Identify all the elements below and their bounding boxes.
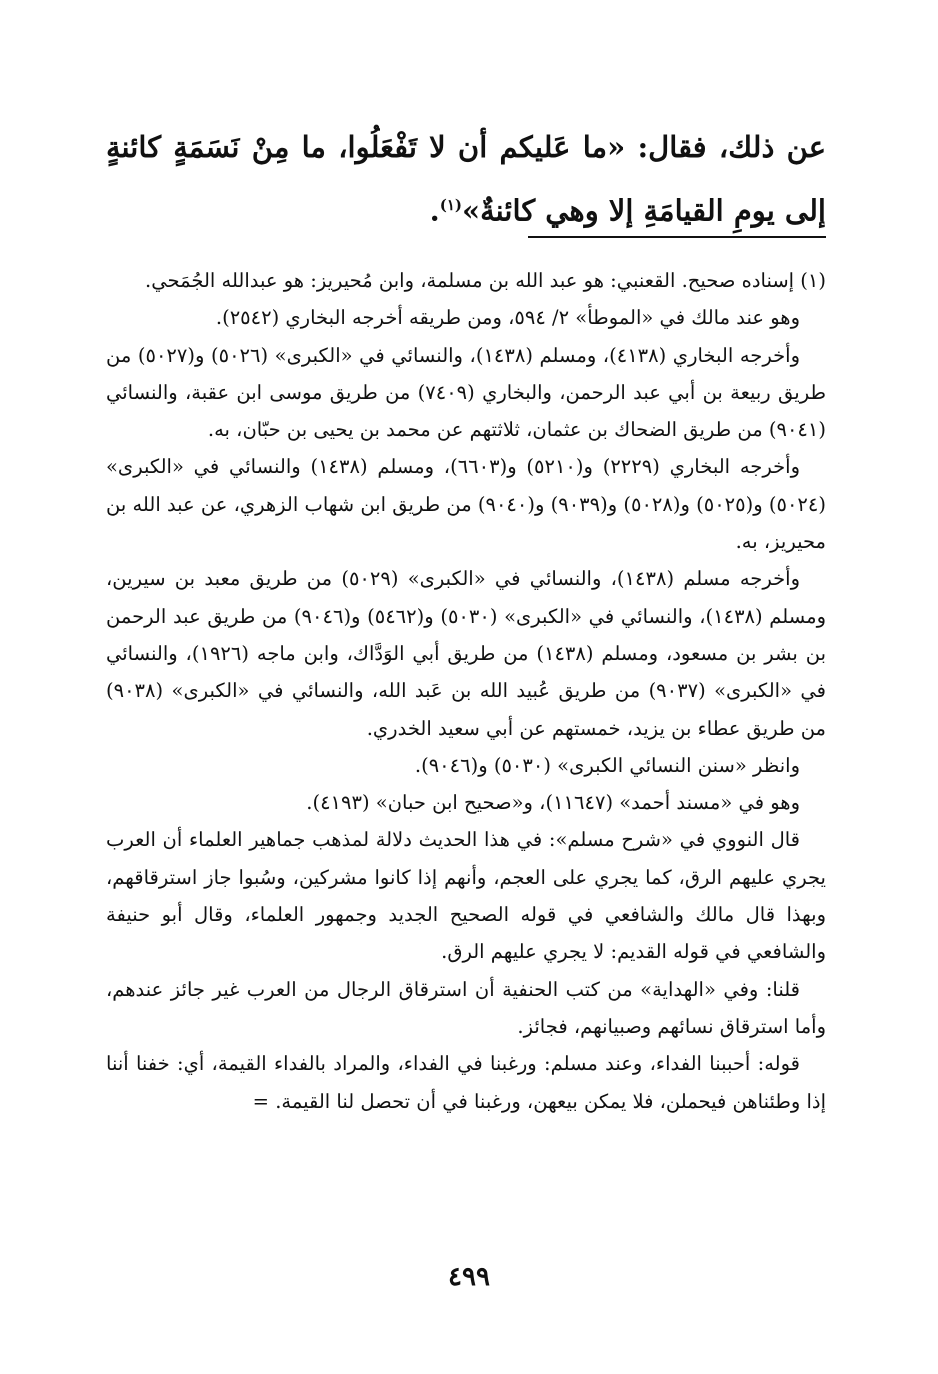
page-number: ٤٩٩ bbox=[448, 1262, 490, 1292]
footnote-paragraph: قال النووي في «شرح مسلم»: في هذا الحديث دلالة لمذهب جماهير العلماء أن العرب يجري عليهم الرق، كما يجري على العجم، وأنهم إذا كانوا مشركين، وسُبوا جاز استرقاقهم، وبهذا قال مالك والشافعي في قوله الصحيح الجديد وجمهور العلماء، وقال أبو حنيفة والشافعي في قوله القديم: لا يجري عليهم الرق. bbox=[106, 828, 826, 964]
main-text-body: عن ذلك، فقال: «ما عَليكم أن لا تَفْعَلُوا، ما مِنْ نَسَمَةٍ كائنةٍ إلى يومِ القيامَةِ إلا وهي كائنةٌ» bbox=[106, 130, 826, 228]
footnote-paragraph: وأخرجه البخاري (٤١٣٨)، ومسلم (١٤٣٨)، والنسائي في «الكبرى» (٥٠٢٦) و(٥٠٢٧) من طريق ربيعة بن أبي عبد الرحمن، والبخاري (٧٤٠٩) من طريق موسى ابن عقبة، والنسائي (٩٠٤١) من طريق الضحاك بن عثمان، ثلاثتهم عن محمد بن يحيى بن حبّان، به. bbox=[106, 343, 826, 442]
footnote-separator bbox=[528, 236, 826, 238]
footnote-paragraph: وأخرجه البخاري (٢٢٢٩) و(٥٢١٠) و(٦٦٠٣)، ومسلم (١٤٣٨) والنسائي في «الكبرى» (٥٠٢٤) و(٥٠٢٥) و(٥٠٢٨) و(٩٠٣٩) و(٩٠٤٠) من طريق ابن شهاب الزهري، عن عبد الله بن محيريز، به. bbox=[106, 455, 826, 554]
footnote-paragraph: قوله: أحببنا الفداء، وعند مسلم: ورغبنا في الفداء، والمراد بالفداء القيمة، أي: خفنا أننا إذا وطئناهن فيحملن، فلا يمكن بيعهن، ورغبنا في أن تحصل لنا القيمة. = bbox=[106, 1052, 826, 1113]
footnote-paragraph: وانظر «سنن النسائي الكبرى» (٥٠٣٠) و(٩٠٤٦). bbox=[414, 753, 800, 777]
footnote-paragraph: قلنا: وفي «الهداية» من كتب الحنفية أن استرقاق الرجال من العرب غير جائز عندهم، وأما استرقاق نسائهم وصبيانهم، فجائز. bbox=[106, 977, 826, 1038]
footnote-reference: (١) bbox=[439, 196, 462, 214]
footnotes bbox=[106, 262, 826, 1120]
footnote-paragraph: وأخرجه مسلم (١٤٣٨)، والنسائي في «الكبرى» (٥٠٢٩) من طريق معبد بن سيرين، ومسلم (١٤٣٨)، والنسائي في «الكبرى» (٥٠٣٠) و(٥٤٦٢) و(٩٠٤٦) من طريق عبد الرحمن بن بشر بن مسعود، ومسلم (١٤٣٨) من طريق أبي الوَدَّاك، وابن ماجه (١٩٢٦)، والنسائي في «الكبرى» (٩٠٣٧) من طريق عُبيد الله بن عَبد الله، والنسائي في «الكبرى» (٩٠٣٨) من طريق عطاء بن يزيد، خمستهم عن أبي سعيد الخدري. bbox=[106, 567, 826, 740]
main-text bbox=[106, 118, 826, 240]
main-text-end: . bbox=[429, 193, 440, 228]
footnote-paragraph: وهو في «مسند أحمد» (١١٦٤٧)، و«صحيح ابن حبان» (٤١٩٣). bbox=[306, 791, 800, 815]
footnote-paragraph: وهو عند مالك في «الموطأ» ٢/ ٥٩٤، ومن طريقه أخرجه البخاري (٢٥٤٢). bbox=[215, 306, 800, 330]
footnote-paragraph: (١) إسناده صحيح. القعنبي: هو عبد الله بن مسلمة، وابن مُحيريز: هو عبدالله الجُمَحي. bbox=[145, 269, 826, 292]
